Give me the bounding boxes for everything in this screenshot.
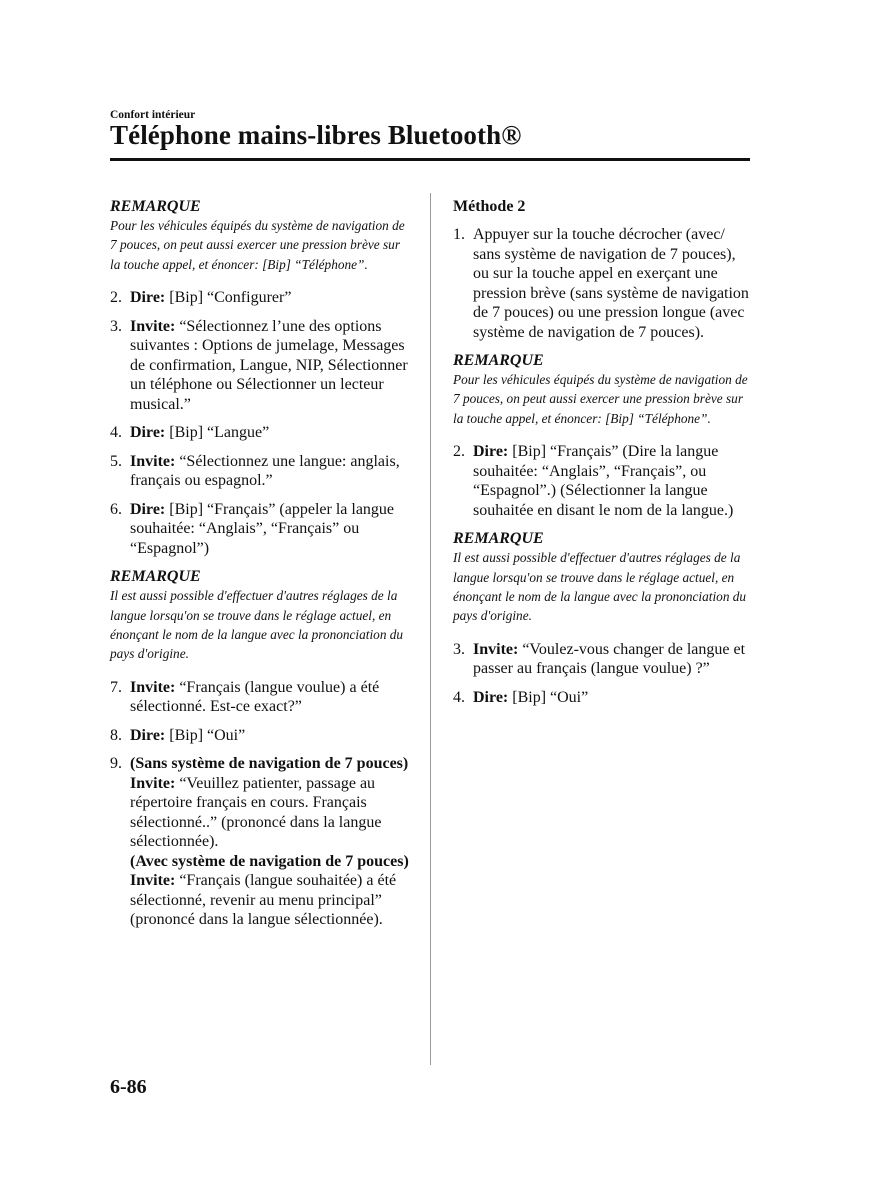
note-block (453, 351, 753, 428)
note-title: REMARQUE (453, 530, 544, 548)
step-number: 6. (110, 500, 122, 518)
list-item (110, 452, 410, 491)
step-text: “Français (langue souhaitée) a été sélectionné, revenir au menu principal” (prononcé dans la langue sélectionnée). (130, 872, 397, 929)
step-text: [Bip] “Langue” (165, 424, 270, 442)
step-label: Invite: (130, 678, 176, 696)
list-item (110, 726, 410, 746)
step-number: 3. (110, 317, 122, 335)
case-heading: (Sans système de navigation de 7 pouces) (130, 755, 409, 773)
step-label: Dire: (130, 726, 166, 744)
step-label: Invite: (130, 774, 176, 792)
list-item (453, 640, 753, 679)
note-body: Pour les véhicules équipés du système de navigation de 7 pouces, on peut aussi exercer une pression brève sur la touche appel, et énoncer: [Bip] “Téléphone”. (110, 218, 405, 272)
step-label: Invite: (130, 872, 176, 890)
list-item (110, 423, 410, 443)
right-column (453, 197, 753, 716)
list-item (453, 225, 753, 342)
note-body: Il est aussi possible d'effectuer d'autres réglages de la langue lorsqu'on se trouve dans le réglage actuel, en énonçant le nom de la langue avec la prononciation du pays d'origine. (453, 550, 747, 624)
steps-list (110, 288, 410, 558)
step-label: Invite: (130, 452, 176, 470)
step-text: [Bip] “Français” (Dire la langue souhaitée: “Anglais”, “Français”, ou “Espagnol”.) (Sélectionner la langue souhaitée en disant le nom de la langue.) (473, 443, 734, 519)
step-label: Dire: (473, 443, 509, 461)
method-heading: Méthode 2 (453, 198, 526, 215)
step-text: [Bip] “Français” (appeler la langue souhaitée: “Anglais”, “Français” ou “Espagnol”) (130, 500, 395, 557)
step-number: 2. (110, 289, 122, 307)
note-block (110, 197, 410, 274)
steps-list (110, 678, 410, 930)
case-heading: (Avec système de navigation de 7 pouces) (130, 852, 409, 870)
left-column (110, 197, 410, 939)
step-text: “Sélectionnez l’une des options suivantes : Options de jumelage, Messages de confirmation, Langue, NIP, Sélectionner un téléphone ou Sélectionner un lecteur musical.” (130, 317, 408, 413)
step-number: 4. (110, 424, 122, 442)
list-item (110, 678, 410, 717)
step-text: “Français (langue voulue) a été sélectionné. Est-ce exact?” (130, 678, 380, 716)
step-label: Invite: (130, 317, 176, 335)
note-title: REMARQUE (453, 352, 544, 369)
step-number: 7. (110, 678, 122, 696)
title-rule (110, 158, 750, 161)
step-text: [Bip] “Oui” (508, 688, 589, 706)
step-label: Dire: (473, 688, 509, 706)
list-item (110, 500, 410, 559)
note-title: REMARQUE (110, 198, 201, 215)
step-text: [Bip] “Configurer” (165, 289, 292, 307)
list-item (453, 442, 753, 520)
step-number: 2. (453, 443, 465, 461)
step-label: Dire: (130, 424, 166, 442)
step-text: Appuyer sur la touche décrocher (avec/ sans système de navigation de 7 pouces), ou sur la touche appel en exerçant une pression brève (sans système de navigation de 7 pouces) ou une pression longue (avec système de navigation de 7 pouces). (473, 226, 749, 341)
note-body: Pour les véhicules équipés du système de navigation de 7 pouces, on peut aussi exercer une pression brève sur la touche appel, et énoncer: [Bip] “Téléphone”. (453, 372, 748, 426)
step-label: Invite: (473, 640, 519, 658)
step-text: [Bip] “Oui” (165, 726, 246, 744)
step-number: 8. (110, 726, 122, 744)
section-label: Confort intérieur (110, 109, 196, 121)
step-number: 5. (110, 452, 122, 470)
note-block (110, 567, 410, 664)
note-block (453, 529, 753, 626)
page-number: 6-86 (110, 1076, 147, 1098)
step-text: “Sélectionnez une langue: anglais, français ou espagnol.” (130, 452, 400, 490)
list-item (110, 288, 410, 308)
page-title: Téléphone mains-libres Bluetooth® (110, 120, 522, 150)
step-number: 9. (110, 755, 122, 773)
step-text: “Veuillez patienter, passage au répertoire français en cours. Français sélectionné..” (prononcé dans la langue sélectionnée). (130, 774, 382, 851)
list-item (110, 317, 410, 415)
step-number: 4. (453, 688, 465, 706)
note-title: REMARQUE (110, 568, 201, 586)
list-item (453, 688, 753, 708)
list-item (110, 754, 410, 930)
step-text: “Voulez-vous changer de langue et passer au français (langue voulue) ?” (473, 640, 746, 678)
step-label: Dire: (130, 289, 166, 307)
step-number: 3. (453, 640, 465, 658)
column-divider (430, 193, 431, 1065)
note-body: Il est aussi possible d'effectuer d'autres réglages de la langue lorsqu'on se trouve dans le réglage actuel, en énonçant le nom de la langue avec la prononciation du pays d'origine. (110, 588, 404, 662)
step-number: 1. (453, 226, 465, 243)
step-label: Dire: (130, 500, 166, 518)
